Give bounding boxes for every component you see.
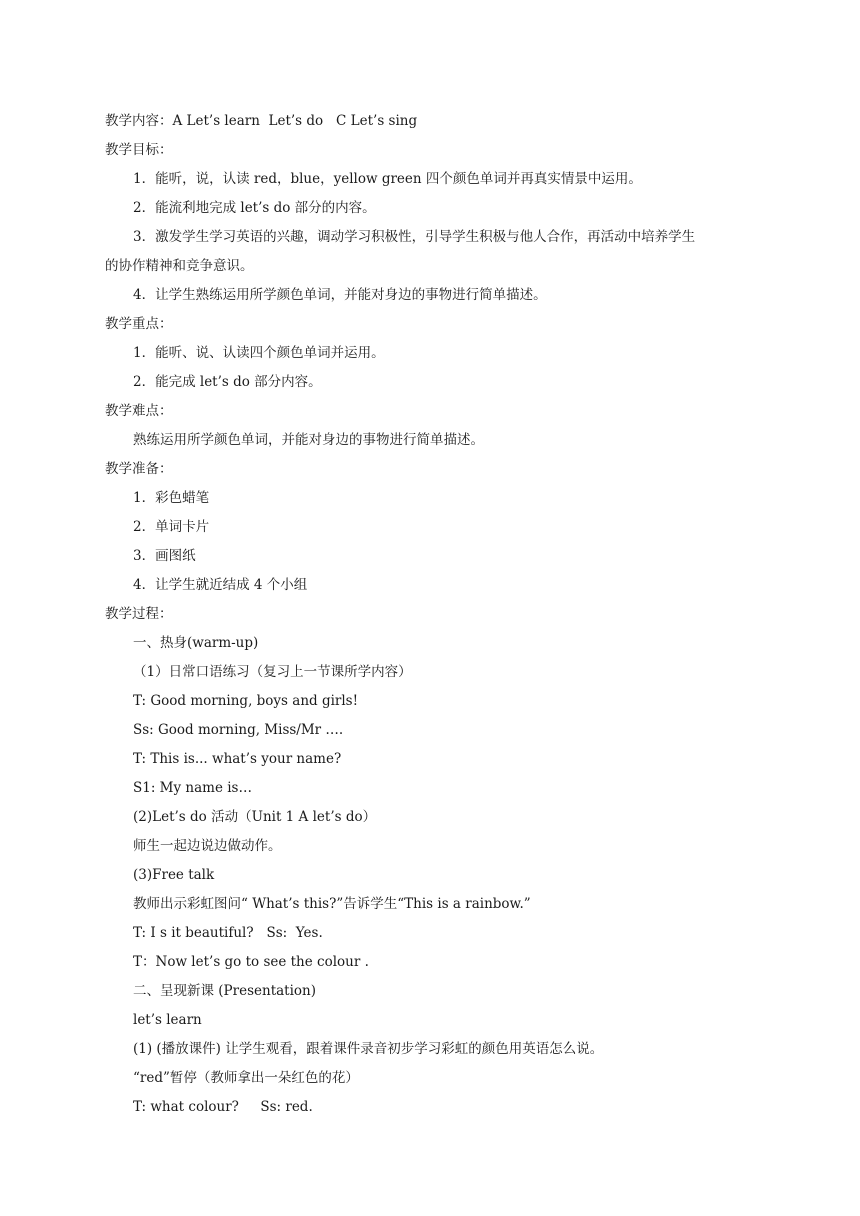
section-heading: 教学准备： (105, 461, 173, 477)
text-line: “red”暂停（教师拿出一朵红色的花） (133, 1070, 359, 1086)
text-line: 的协作精神和竞争意识。 (105, 258, 254, 274)
section-heading: 教学过程： (105, 606, 173, 622)
text-line: S1: My name is… (133, 780, 252, 796)
text-line: T：Now let’s go to see the colour . (133, 954, 369, 970)
text-line: (2)Let’s do 活动（Unit 1 A let’s do） (133, 809, 377, 825)
text-line: 熟练运用所学颜色单词，并能对身边的事物进行简单描述。 (133, 432, 484, 448)
text-line: （1）日常口语练习（复习上一节课所学内容） (133, 664, 412, 680)
section-heading: 教学重点： (105, 316, 173, 332)
text-line: (3)Free talk (133, 867, 215, 883)
text-line: 4．让学生熟练运用所学颜色单词，并能对身边的事物进行简单描述。 (133, 287, 547, 303)
text-line: let’s learn (133, 1012, 202, 1028)
text-line: (1) (播放课件) 让学生观看，跟着课件录音初步学习彩虹的颜色用英语怎么说。 (133, 1041, 604, 1057)
text-line: 2．能完成 let’s do 部分内容。 (133, 374, 322, 390)
text-line: 二、呈现新课 (Presentation) (133, 983, 317, 999)
text-line: 师生一起边说边做动作。 (133, 838, 282, 854)
text-line: T: what colour? Ss: red. (133, 1099, 313, 1115)
text-line: Ss: Good morning, Miss/Mr …. (133, 722, 344, 738)
text-line: 3．激发学生学习英语的兴趣，调动学习积极性，引导学生积极与他人合作，再活动中培养学生 (133, 229, 696, 245)
text-line: 一、热身(warm-up) (133, 635, 259, 651)
text-line: 2．能流利地完成 let’s do 部分的内容。 (133, 200, 376, 216)
text-line: T: Good morning, boys and girls! (133, 693, 359, 709)
text-line: T: This is... what’s your name? (133, 751, 342, 767)
section-heading: 教学目标： (105, 142, 173, 158)
section-heading: 教学难点： (105, 403, 173, 419)
text-line: 4．让学生就近结成 4 个小组 (133, 577, 308, 593)
document-body (0, 107, 860, 1122)
text-line: 1．彩色蜡笔 (133, 490, 210, 506)
section-heading: 教学内容：A Let’s learn Let’s do C Let’s sing (105, 113, 418, 129)
text-line: 教师出示彩虹图问“ What’s this?”告诉学生“This is a rainbow.” (133, 896, 531, 912)
text-line: T: I s it beautiful? Ss: Yes. (133, 925, 323, 941)
text-line: 2．单词卡片 (133, 519, 210, 535)
text-line: 1．能听，说，认读 red，blue，yellow green 四个颜色单词并再真实情景中运用。 (133, 171, 642, 187)
text-line: 3．画图纸 (133, 548, 196, 564)
text-line: 1．能听、说、认读四个颜色单词并运用。 (133, 345, 385, 361)
